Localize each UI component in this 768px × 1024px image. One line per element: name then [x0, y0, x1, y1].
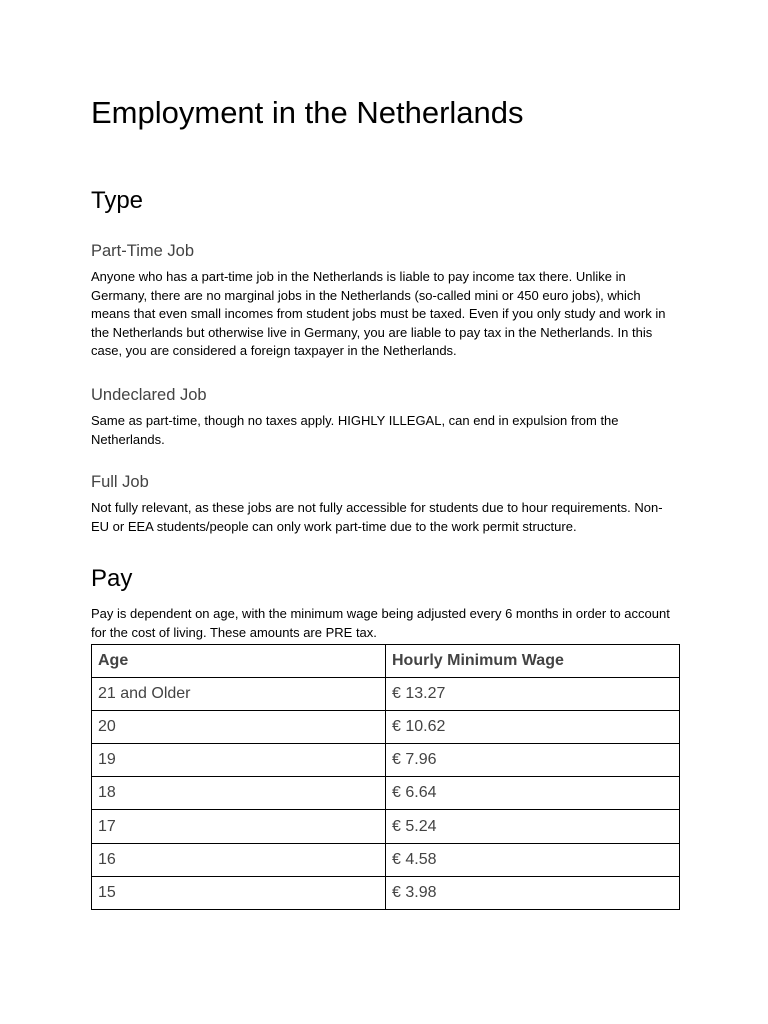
age-cell: 20 [92, 711, 386, 744]
wage-cell: € 3.98 [386, 876, 680, 909]
subheading-full-job: Full Job [91, 473, 149, 491]
paragraph-part-time-job: Anyone who has a part-time job in the Netherlands is liable to pay income tax there. Unlike in Germany, there are no marginal jobs in the Netherlands (so-called mini or 450 euro jobs), which means that even small incomes from student jobs must be taxed. Even if you only study and work in the Netherlands but otherwise live in Germany, you are liable to pay tax in the Netherlands. In this case, you are considered a foreign taxpayer in the Netherlands. [91, 269, 666, 359]
age-cell: 18 [92, 777, 386, 810]
minimum-wage-table [91, 644, 680, 910]
paragraph-pay: Pay is dependent on age, with the minimum wage being adjusted every 6 months in order to account for the cost of living. These amounts are PRE tax. [91, 606, 670, 640]
wage-cell: € 7.96 [386, 744, 680, 777]
subheading-part-time-job: Part-Time Job [91, 242, 194, 260]
table-row [92, 711, 680, 744]
age-cell: 19 [92, 744, 386, 777]
wage-cell: € 5.24 [386, 810, 680, 843]
age-cell: 16 [92, 843, 386, 876]
wage-cell: € 10.62 [386, 711, 680, 744]
wage-cell: € 6.64 [386, 777, 680, 810]
table-header-row [92, 645, 680, 678]
section-heading-pay: Pay [91, 565, 133, 592]
wage-cell: € 4.58 [386, 843, 680, 876]
paragraph-full-job: Not fully relevant, as these jobs are not fully accessible for students due to hour requirements. Non-EU or EEA students/people can only work part-time due to the work permit structure. [91, 500, 663, 534]
table-row [92, 843, 680, 876]
table-row [92, 876, 680, 909]
subheading-undeclared-job: Undeclared Job [91, 386, 207, 404]
section-heading-type: Type [91, 187, 144, 214]
column-header-age: Age [92, 645, 386, 678]
table-row [92, 810, 680, 843]
age-cell: 21 and Older [92, 678, 386, 711]
wage-cell: € 13.27 [386, 678, 680, 711]
paragraph-undeclared-job: Same as part-time, though no taxes apply. HIGHLY ILLEGAL, can end in expulsion from the Netherlands. [91, 413, 619, 447]
table-row [92, 744, 680, 777]
age-cell: 15 [92, 876, 386, 909]
table-row [92, 777, 680, 810]
table-row [92, 678, 680, 711]
column-header-hourly-minimum-wage: Hourly Minimum Wage [386, 645, 680, 678]
age-cell: 17 [92, 810, 386, 843]
document-title: Employment in the Netherlands [91, 95, 524, 130]
